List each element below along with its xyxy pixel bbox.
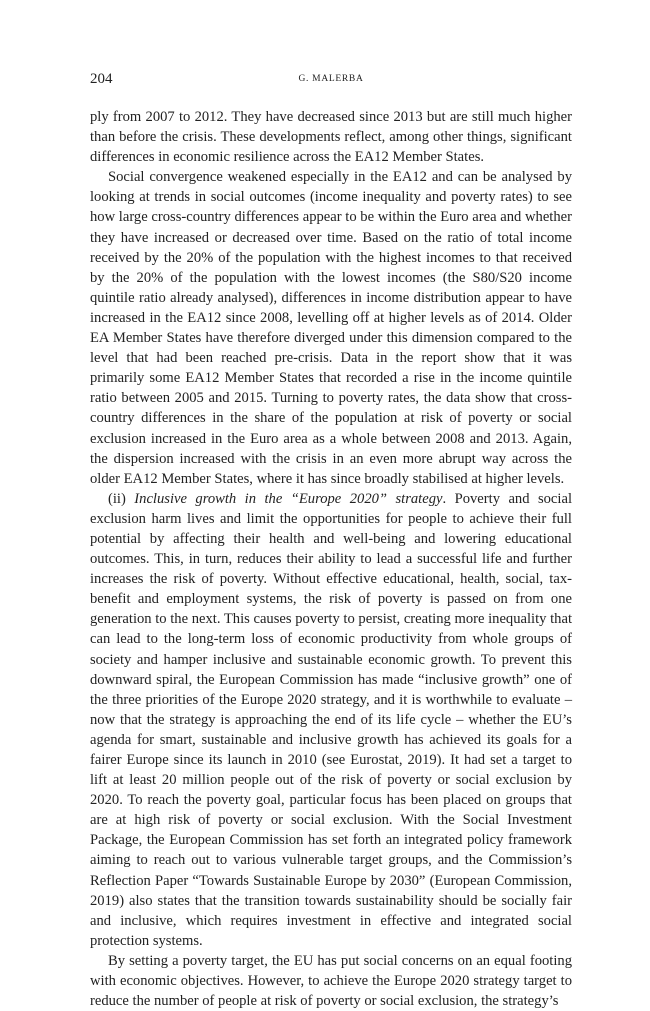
body-text [90,107,572,1011]
paragraph-poverty-target: By setting a poverty target, the EU has put social concerns on an equal footing with economic objectives. However, to achieve the Europe 2020 strategy target to reduce the number of people at risk of poverty or social exclusion, the strategy’s [90,952,572,1010]
paragraph-inclusive-growth [90,489,572,951]
page-number: 204 [90,71,113,87]
section-number: (ii) [108,490,135,507]
page-header [90,71,572,87]
paragraph-continuation: ply from 2007 to 2012. They have decreased since 2013 but are still much higher than before the crisis. These developments reflect, among other things, significant differences in economic resilience across the EA12 Member States. [90,109,572,166]
running-head: G. MALERBA [298,74,364,84]
section-body: . Poverty and social exclusion harm lives and limit the opportunities for people to achieve their full potential by affecting their health and well-being and lowering educational outcomes. This, in turn, reduces their ability to lead a successful life and further increases the risk of poverty. Without effective educational, health, social, tax-benefit and employment systems, the risk of poverty is passed on from one generation to the next. This causes poverty to persist, creating more inequality that can lead to the long-term loss of economic productivity from whole groups of society and hamper inclusive and sustainable economic growth. To prevent this downward spiral, the European Commission has made “inclusive growth” one of the three priorities of the Europe 2020 strategy, and it is worthwhile to evaluate – now that the strategy is approaching the end of its life cycle – whether the EU’s agenda for smart, sustainable and inclusive growth has achieved its goals for a fairer Europe since its launch in 2010 (see Eurostat, 2019). It had set a target to lift at least 20 million people out of the risk of poverty or social exclusion by 2020. To reach the poverty goal, particular focus has been placed on groups that are at high risk of poverty or social exclusion. With the Social Investment Package, the European Commission has set forth an integrated policy framework aiming to reach out to various vulnerable target groups, and the Commission’s Reflection Paper “Towards Sustainable Europe by 2030” (European Commission, 2019) also states that the transition towards sustainability should be socially fair and inclusive, which requires investment in effective and integrated social protection systems. [90,490,572,949]
section-subheading: Inclusive growth in the “Europe 2020” strategy [134,490,443,507]
paragraph-social-convergence: Social convergence weakened especially in the EA12 and can be analysed by looking at trends in social outcomes (income inequality and poverty rates) to see how large cross-country differences appear to be within the Euro area and whether they have increased or decreased over time. Based on the ratio of total income received by the 20% of the population with the highest incomes to that received by the 20% of the population with the lowest incomes (the S80/S20 income quintile ratio already analysed), differences in income distribution appear to have increased in the EA12 since 2008, levelling off at higher levels as of 2014. Older EA Member States have therefore diverged under this dimension compared to the level that had been reached pre-crisis. Data in the report show that it was primarily some EA12 Member States that recorded a rise in the income quintile ratio between 2005 and 2015. Turning to poverty rates, the data show that cross-country differences in the share of the population at risk of poverty or social exclusion increased in the Euro area as a whole between 2008 and 2013. Again, the dispersion increased with the crisis in an even more abrupt way across the older EA12 Member States, where it has since broadly stabilised at higher levels. [90,169,572,487]
